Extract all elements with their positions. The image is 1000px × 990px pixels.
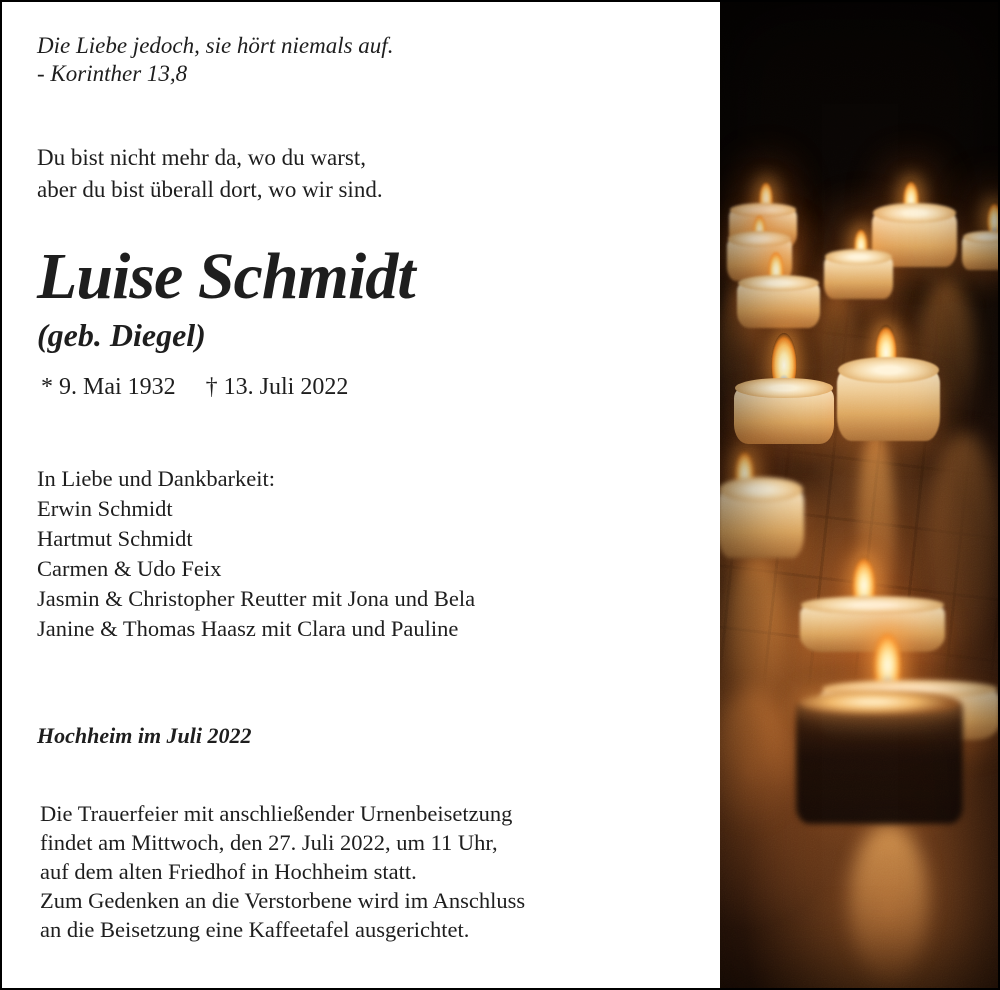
mourner-name: Carmen & Udo Feix [37,556,222,581]
funeral-info-line: findet am Mittwoch, den 27. Juli 2022, um 11 Uhr, [40,830,498,855]
quote-line: Die Liebe jedoch, sie hört niemals auf. [37,33,394,58]
funeral-info-line: Die Trauerfeier mit anschließender Urnenbeisetzung [40,801,513,826]
life-dates [41,374,348,401]
mourner-name: Jasmin & Christopher Reutter mit Jona und Bela [37,586,476,611]
photo-grain-texture [720,2,1000,988]
maiden-name: (geb. Diegel) [37,317,206,354]
verse-line: Du bist nicht mehr da, wo du warst, [37,145,366,170]
memorial-verse [37,142,383,206]
obituary-text-column [2,2,720,988]
death-date: † 13. Juli 2022 [205,374,349,400]
deceased-name-block [37,242,415,354]
mourners-intro: In Liebe und Dankbarkeit: [37,466,276,491]
mourner-name: Erwin Schmidt [37,496,173,521]
place-date-line: Hochheim im Juli 2022 [37,723,252,748]
mourner-name: Janine & Thomas Haasz mit Clara und Pauline [37,616,459,641]
candles-photo [720,2,1000,988]
verse-line: aber du bist überall dort, wo wir sind. [37,177,383,202]
birth-date: * 9. Mai 1932 [41,374,176,400]
deceased-name: Luise Schmidt [37,240,415,313]
mourners-list [37,464,475,644]
funeral-info-line: Zum Gedenken an die Verstorbene wird im Anschluss [40,888,526,913]
funeral-information [40,799,525,944]
bible-quote [37,32,393,88]
funeral-info-line: auf dem alten Friedhof in Hochheim statt. [40,859,417,884]
mourner-name: Hartmut Schmidt [37,526,193,551]
funeral-info-line: an die Beisetzung eine Kaffeetafel ausgerichtet. [40,917,470,942]
bible-reference: - Korinther 13,8 [37,61,188,86]
